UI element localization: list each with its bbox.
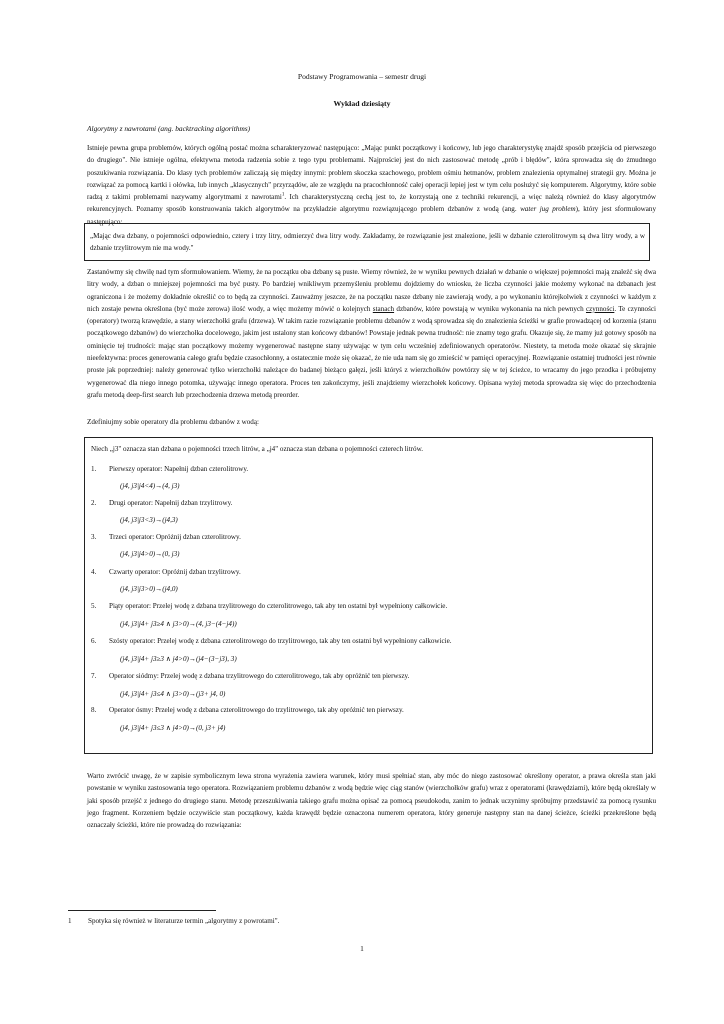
- analysis-paragraph: [87, 266, 656, 401]
- operator-formula: (j4, j3|j4+ j3≤4 ∧ j3>0)→(j3+ j4, 0): [120, 690, 226, 698]
- operator-text: Operator ósmy: Przelej wodę z dzbana czterolitrowego do trzylitrowego, tak aby opróżnić ten pierwszy.: [109, 706, 404, 714]
- footnote-ref[interactable]: 1: [281, 192, 285, 198]
- analysis-text-b: dzbanów, które powstają w wyniku wykonania na nich pewnych: [394, 304, 586, 313]
- operator-item: [91, 568, 241, 576]
- page-number: 1: [360, 944, 364, 953]
- intro-text-c: ), który jest sformułowany następująco:: [87, 205, 657, 226]
- operator-item: [91, 533, 241, 541]
- operator-item: [91, 637, 452, 645]
- operator-number: 3.: [91, 533, 97, 541]
- operator-text: Trzeci operator: Opróżnij dzban czterolitrowy.: [109, 533, 241, 541]
- running-header: Podstawy Programowania – semestr drugi: [297, 72, 427, 81]
- operator-item: [91, 602, 447, 610]
- operator-formula: (j4, j3|j3>0)→(j4,0): [120, 585, 178, 593]
- operators-box: [84, 437, 653, 754]
- operator-number: 4.: [91, 568, 97, 576]
- operator-formula: (j4, j3|j3<3)→(j4,3): [120, 516, 178, 524]
- operator-text: Czwarty operator: Opróżnij dzban trzylitrowy.: [109, 568, 241, 576]
- operator-number: 2.: [91, 499, 97, 507]
- operator-item: [91, 499, 232, 507]
- operator-text: Pierwszy operator: Napełnij dzban czterolitrowy.: [109, 465, 249, 473]
- footnote: [68, 917, 279, 925]
- problem-statement-box: „Mając dwa dzbany, o pojemności odpowiednio, cztery i trzy litry, odmierzyć dwa litry wody. Zakładamy, że rozwiązanie jest znalezione, jeśli w dzbanie czterolitrowym są dwa litry wody, a w dzbanie trzylitrowym nie ma wody.": [84, 223, 650, 261]
- operator-text: Drugi operator: Napełnij dzban trzylitrowy.: [109, 499, 233, 507]
- intro-text-a: Istnieje pewna grupa problemów, których ogólną postać można scharakteryzować następująco: „Mając punkt początkowy i końcowy, lub jego charakterystykę znajdź sposób przejścia od pierwszego do drugiego". Nie istnieje ogólna, efektywna metoda radzenia sobie z tego typu problemami. Najprościej jest do nich zastosować metodę „prób i błędów", która sprowadza się do żmudnego poszukiwania rozwiązania. Do klasy tych problemów zaliczają się między innymi: problem skoczka szachowego, problem ośmiu hetmanów, problem znalezienia optymalnej strategii gry. Można je rozwiązać za pomocą kartki i ołówka, lub innych „klasycznych" przyrządów, ale ze względu na pracochłonność całej operacji lepiej jest w tym celu posłużyć się komputerem. Algorytmy, które sobie radzą z takimi problemami nazywamy algorytmami z nawrotami: [87, 144, 656, 202]
- operator-formula: (j4, j3|j4>0)→(0, j3): [120, 550, 180, 558]
- operators-lead-paragraph: Zdefiniujmy sobie operatory dla problemu dzbanów z wodą:: [87, 418, 259, 426]
- lecture-title: Wykład dziesiąty: [333, 99, 391, 108]
- operator-formula: (j4, j3|j4+ j3≤3 ∧ j4>0)→(0, j3+ j4): [120, 724, 226, 732]
- operator-number: 8.: [91, 706, 97, 714]
- operator-text: Piąty operator: Przelej wodę z dzbana trzylitrowego do czterolitrowego, tak aby ten ostatni był wypełniony całkowicie.: [109, 602, 448, 610]
- section-subtitle: Algorytmy z nawrotami (ang. backtracking algorithms): [87, 124, 251, 133]
- operator-item: [91, 465, 248, 473]
- operator-number: 5.: [91, 602, 97, 610]
- footnote-separator: [68, 910, 216, 911]
- operator-number: 6.: [91, 637, 97, 645]
- operator-formula: (j4, j3|j4+ j3≥3 ∧ j4>0)→(j4−(3−j3), 3): [120, 655, 237, 663]
- intro-paragraph: [87, 142, 656, 228]
- operator-formula: (j4, j3|j4+ j3≥4 ∧ j3>0)→(4, j3−(4−j4)): [120, 620, 237, 628]
- operator-number: 7.: [91, 672, 97, 680]
- footnote-number: 1: [68, 917, 72, 925]
- operator-text: Szósty operator: Przelej wodę z dzbana czterolitrowego do trzylitrowego, tak aby ten ostatni był wypełniony całkowicie.: [109, 637, 452, 645]
- intro-text-em: water jug problem: [520, 205, 576, 214]
- operators-intro: Niech „j3" oznacza stan dzbana o pojemności trzech litrów, a „j4" oznacza stan dzbana o pojemności czterech litrów.: [91, 445, 424, 453]
- operator-formula: (j4, j3|j4<4)→(4, j3): [120, 482, 180, 490]
- conclusion-paragraph: Warto zwrócić uwagę, że w zapisie symbolicznym lewa strona wyrażenia zawiera warunek, który musi spełniać stan, aby móc do niego zastosować określony operator, a prawa określa stan jaki powstanie w wyniku zastosowania tego operatora. Rozwiązaniem problemu dzbanów z wodą będzie więc ciąg stanów (wierzchołków grafu) wraz z operatorami (krawędziami), które będą określały w jaki sposób przejść z jednego do drugiego stanu. Metodę przeszukiwania takiego grafu można opisać za pomocą pseudokodu, zanim to jednak uczynimy spróbujmy przedstawić za pomocą rysunku jego fragment. Korzeniem będzie oczywiście stan początkowy, każda krawędź będzie oznaczona numerem operatora, który generuje następny stan na danej ścieżce, ścieżki przekreślone będą oznaczały ścieżki, które nie prowadzą do rozwiązania:: [87, 772, 656, 830]
- footnote-text: Spotyka się również w literaturze termin „algorytmy z powrotami".: [88, 917, 280, 925]
- operator-item: [91, 706, 404, 714]
- operator-number: 1.: [91, 465, 97, 473]
- analysis-underlined-actions: czynności: [585, 304, 615, 313]
- operator-text: Operator siódmy: Przelej wodę z dzbana trzylitrowego do czterolitrowego, tak aby opróżnić ten pierwszy.: [109, 672, 410, 680]
- analysis-underlined-states: stanach: [372, 304, 395, 313]
- analysis-text-a: Zastanówmy się chwilę nad tym sformułowaniem. Wiemy, że na początku oba dzbany są puste. Wiemy również, że w wyniku pewnych działań w dzbanie o większej pojemności mają znaleźć się dwa litry wody, a dzban o mniejszej pojemności ma być pusty. Po bardziej wnikliwym przemyśleniu problemu dojdziemy do wniosku, że liczba czynności jakie możemy wykonać na dzbanach jest ograniczona i że możemy dokładnie określić co to będą za czynności. Zauważmy jeszcze, że na początku nasze dzbany nie zawierają wody, a po wykonaniu którejkolwiek z czynności w każdym z nich zostaje pewna określona (być może zerowa) ilość wody, a więc możemy mówić o kolejnych: [87, 268, 656, 313]
- intro-text-b: . Ich charakterystyczną cechą jest to, że korzystają one z techniki rekurencji, a więc należą również do klasy algorytmów rekurencyjnych. Poznamy sposób konstruowania takich algorytmów na przykładzie algorytmu rozwiązującego problem dzbanów z wodą (ang.: [87, 193, 656, 214]
- analysis-text-c: . Te czynności (operatory) tworzą krawędzie, a stany wierzchołki grafu (drzewa). W takim razie rozwiązanie problemu dzbanów z wodą sprowadza się do znalezienia ścieżki w grafie prowadzącej od korzenia (stanu początkowego dzbanów) do wierzchołka docelowego, jakim jest ustalony stan końcowy dzbanów! Powstaje jednak pewna trudność: nie znamy tego grafu. Okazuje się, że mamy już gotowy sposób na ominięcie tej trudności: mając stan początkowy możemy wygenerować następne stany używając w tym celu wcześniej zdefiniowanych operatorów. Niestety, ta metoda może okazać się skrajnie nieefektywna: proces generowania całego grafu będzie czasochłonny, a ostatecznie może się okazać, że nie uda nam się go zmieścić w pamięci operacyjnej. Rozwiązanie ostatniej trudności jest równie proste jak poprzedniej: należy generować tylko wierzchołki należące do badanej bieżąco gałęzi, jeśli któryś z wierzchołków powtórzy się w tej ścieżce, to wracamy do jego przodka i próbujemy wygenerować dla niego innego potomka, używając innego operatora. Proces ten zakończymy, jeśli znajdziemy wierzchołek końcowy. Opisana wyżej metoda sprowadza się więc do przechodzenia grafu metodą deep-first search lub przechodzenia drzewa metodą preorder.: [87, 304, 656, 399]
- operator-item: [91, 672, 409, 680]
